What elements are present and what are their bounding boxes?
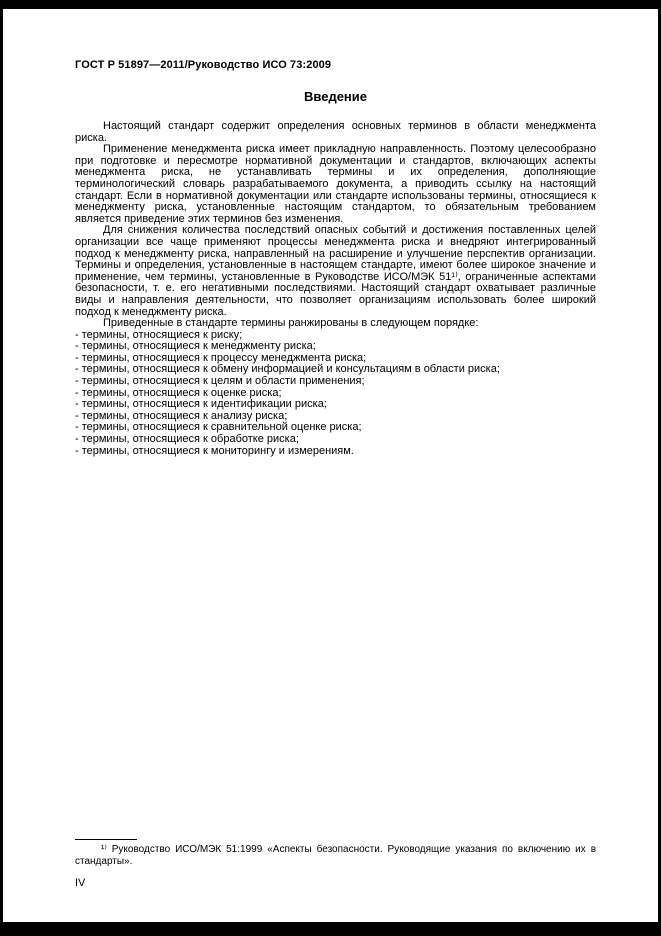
- page-content: [75, 59, 596, 457]
- list-item: - термины, относящиеся к идентификации риска;: [75, 398, 327, 411]
- list-item: - термины, относящиеся к менеджменту риска;: [75, 340, 316, 353]
- paragraph: Применение менеджмента риска имеет прикладную направленность. Поэтому целесообразно при подготовке и пересмотре нормативной документации и стандартов, включающих аспекты менеджмента риска, не устанавливать термины и их определения, дополняющие терминологический словарь разрабатываемого документа, а приводить ссылку на настоящий стандарт. Если в нормативной документации или стандарте использованы термины, относящиеся к менеджменту риска, установленные настоящим стандартом, то обязательным требованием является приведение этих терминов без изменения.: [75, 143, 596, 225]
- list-item: - термины, относящиеся к оценке риска;: [75, 386, 282, 399]
- section-title: Введение: [304, 89, 367, 104]
- list-item: - термины, относящиеся к мониторингу и измерениям.: [75, 444, 354, 457]
- terms-order-list: [75, 330, 596, 458]
- list-item: - термины, относящиеся к сравнительной оценке риска;: [75, 421, 362, 434]
- footnote-text: ¹⁾ Руководство ИСО/МЭК 51:1999 «Аспекты безопасности. Руководящие указания по включению их в стандарты».: [75, 844, 596, 867]
- paragraph: Для снижения количества последствий опасных событий и достижения поставленных целей организации все чаще применяют процессы менеджмента риска и внедряют интегрированный подход к менеджменту риска, направленный на расширение и улучшение перспектив организации. Термины и определения, установленные в настоящем стандарте, имеют более широкое значение и применение, чем термины, установленные в Руководстве ИСО/МЭК 51¹⁾, ограниченные аспектами безопасности, т. е. его негативными последствиями. Настоящий стандарт охватывает различные виды и направления деятельности, что позволяет организациям использовать более широкий подход к менеджменту риска.: [75, 224, 596, 318]
- document-header: ГОСТ Р 51897—2011/Руководство ИСО 73:2009: [75, 59, 332, 71]
- footnote-divider: [75, 839, 137, 840]
- list-item: - термины, относящиеся к обработке риска;: [75, 433, 299, 446]
- list-item: - термины, относящиеся к риску;: [75, 328, 243, 341]
- body-text: [75, 121, 596, 457]
- paragraph: Приведенные в стандарте термины ранжированы в следующем порядке:: [103, 317, 479, 330]
- list-item: - термины, относящиеся к анализу риска;: [75, 409, 288, 422]
- list-item: - термины, относящиеся к целям и области применения;: [75, 375, 365, 388]
- page-number: IV: [75, 877, 86, 889]
- list-item: - термины, относящиеся к обмену информацией и консультациям в области риска;: [75, 363, 500, 376]
- footnote-block: [75, 839, 596, 868]
- paragraph: Настоящий стандарт содержит определения основных терминов в области менеджмента риска.: [75, 120, 596, 144]
- list-item: - термины, относящиеся к процессу менеджмента риска;: [75, 351, 367, 364]
